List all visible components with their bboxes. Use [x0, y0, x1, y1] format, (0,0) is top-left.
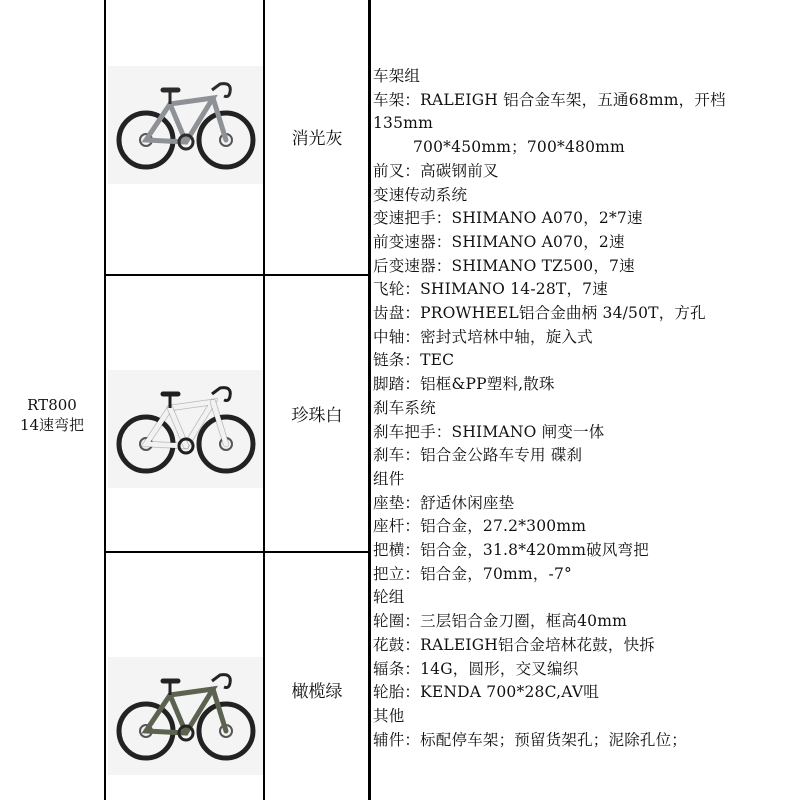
spec-line-hubs: 花鼓：RALEIGH铝合金培林花鼓，快拆 — [373, 635, 655, 654]
color-name-green: 橄榄绿 — [291, 682, 343, 702]
spec-heading-other: 其他 — [373, 706, 405, 725]
row-divider-2 — [104, 551, 370, 553]
row-divider-1 — [104, 274, 370, 276]
spec-line-frame: 车架：RALEIGH 铝合金车架，五通68mm，开档 — [373, 90, 726, 109]
spec-line-shifter: 变速把手：SHIMANO A070，2*7速 — [373, 209, 643, 228]
bike-icon — [108, 66, 263, 184]
model-code: RT800 — [27, 396, 77, 414]
bike-photo-grey — [108, 66, 263, 184]
spec-line-chain: 链条：TEC — [373, 351, 455, 370]
spec-line-front-derailleur: 前变速器：SHIMANO A070，2速 — [373, 232, 625, 251]
bike-photo-green — [108, 657, 263, 775]
spec-line-frame-spacing: 135mm — [373, 114, 433, 133]
table-border-photo-color — [263, 0, 265, 800]
spec-line-crankset: 齿盘：PROWHEEL铝合金曲柄 34/50T，方孔 — [373, 304, 706, 323]
spec-line-spokes: 辐条：14G，圆形，交叉编织 — [373, 659, 579, 678]
bike-photo-white — [108, 370, 263, 488]
bike-icon — [108, 370, 263, 488]
color-name-white: 珍珠白 — [291, 406, 343, 426]
spec-line-bottom-bracket: 中轴：密封式培林中轴，旋入式 — [373, 327, 593, 346]
spec-line-frame-sizes: 700*450mm；700*480mm — [413, 138, 625, 157]
spec-line-brake-lever: 刹车把手：SHIMANO 闸变一体 — [373, 422, 605, 441]
spec-line-fork: 前叉：高碳钢前叉 — [373, 161, 499, 180]
model-name: 14速弯把 — [19, 416, 85, 434]
spec-line-pedals: 脚踏：铝框&PP塑料,散珠 — [373, 375, 555, 394]
color-name-grey: 消光灰 — [291, 129, 343, 149]
bike-icon — [108, 657, 263, 775]
spec-line-rims: 轮圈：三层铝合金刀圈，框高40mm — [373, 612, 628, 631]
spec-heading-components: 组件 — [373, 469, 405, 488]
spec-line-seatpost: 座杆：铝合金，27.2*300mm — [373, 517, 587, 536]
spec-line-saddle: 座垫：舒适休闲座垫 — [373, 493, 515, 512]
spec-line-rear-derailleur: 后变速器：SHIMANO TZ500，7速 — [373, 256, 635, 275]
table-border-left — [104, 0, 106, 800]
spec-list — [373, 65, 803, 752]
spec-heading-wheelset: 轮组 — [373, 588, 405, 607]
spec-line-freewheel: 飞轮：SHIMANO 14-28T，7速 — [373, 280, 608, 299]
model-cell — [0, 395, 104, 435]
table-border-color-spec — [368, 0, 371, 800]
spec-line-tires: 轮胎：KENDA 700*28C,AV咀 — [373, 683, 599, 702]
spec-line-handlebar: 把横：铝合金，31.8*420mm破风弯把 — [373, 541, 649, 560]
spec-line-stem: 把立：铝合金，70mm，-7° — [373, 564, 572, 583]
spec-heading-brakes: 刹车系统 — [373, 398, 436, 417]
spec-line-accessories: 辅件：标配停车架；预留货架孔；泥除孔位； — [373, 730, 688, 749]
spec-heading-drivetrain: 变速传动系统 — [373, 185, 468, 204]
spec-heading-frameset: 车架组 — [373, 67, 421, 85]
spec-line-brake: 刹车：铝合金公路车专用 碟刹 — [373, 446, 583, 465]
